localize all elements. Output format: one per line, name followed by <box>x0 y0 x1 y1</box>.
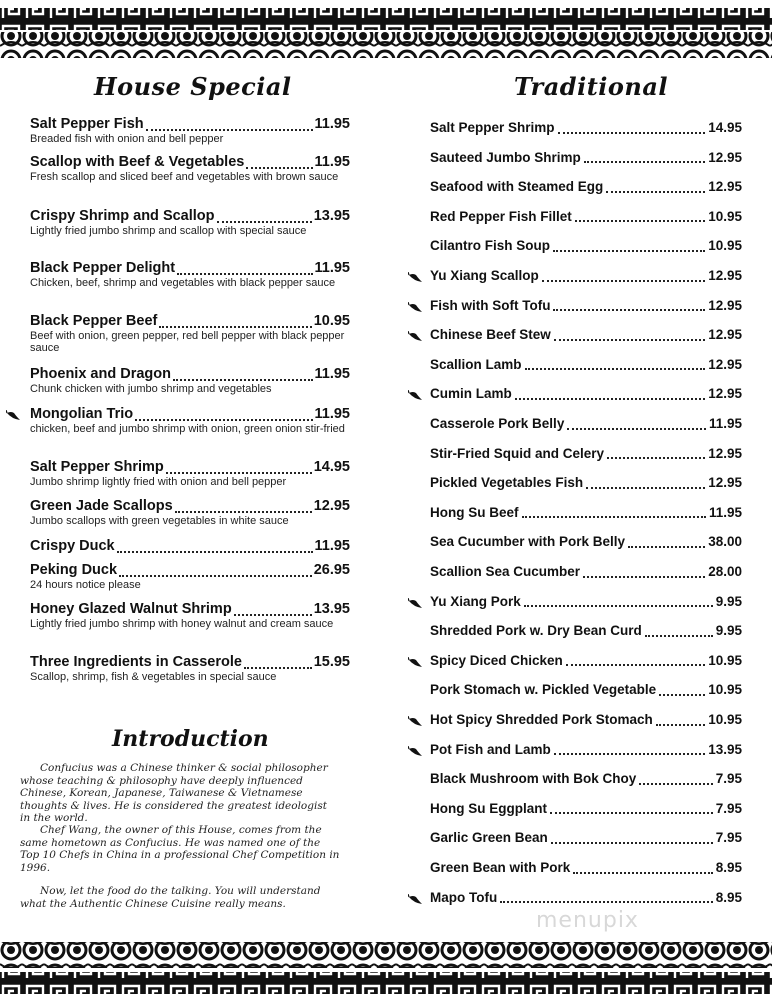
item-price: 7.95 <box>715 830 742 846</box>
item-price: 10.95 <box>708 208 742 224</box>
leader-dots <box>524 595 713 607</box>
item-name: Scallion Sea Cucumber <box>430 564 581 579</box>
item-price: 12.95 <box>313 498 350 514</box>
item-price: 10.95 <box>708 682 742 698</box>
item-name: Salt Pepper Fish <box>30 116 144 132</box>
item-name: Yu Xiang Scallop <box>430 268 539 283</box>
traditional-menu-item <box>430 682 742 697</box>
item-price: 11.95 <box>314 366 350 382</box>
traditional-menu-item <box>430 268 742 283</box>
menu-item <box>30 366 350 395</box>
item-name: Spicy Diced Chicken <box>430 652 563 668</box>
traditional-menu-item <box>430 830 742 845</box>
leader-dots <box>567 418 706 430</box>
item-description: 24 hours notice please <box>30 579 141 591</box>
leader-dots <box>500 891 712 903</box>
traditional-menu-item <box>430 742 742 757</box>
traditional-menu-item <box>430 209 742 224</box>
item-price: 12.95 <box>708 179 742 195</box>
item-name: Salt Pepper Shrimp <box>30 459 164 475</box>
traditional-menu-item <box>430 416 742 431</box>
item-name: Scallion Lamb <box>430 356 522 372</box>
leader-dots <box>575 210 705 222</box>
leader-dots <box>173 368 313 381</box>
bottom-decorative-border <box>0 938 772 1000</box>
item-name: Three Ingredients in Casserole <box>30 654 242 670</box>
menu-item <box>30 208 350 237</box>
traditional-menu-item <box>430 534 742 549</box>
item-price: 11.95 <box>314 154 350 170</box>
chili-pepper-icon <box>408 390 424 402</box>
introduction-paragraph: Now, let the food do the talking. You will understand what the Authentic Chinese Cuisine really means. <box>20 885 321 910</box>
chili-pepper-icon <box>408 272 424 284</box>
item-name: Green Bean with Pork <box>430 860 571 875</box>
traditional-menu-item <box>430 771 742 786</box>
introduction-paragraph: Confucius was a Chinese thinker & social philosopher whose teaching & philosophy have deeply influenced Chinese, Korean, Japanese, Taiwanese & Vietnamese thoughts & lives. He is considered the greatest ideologist in the world. <box>20 762 328 824</box>
leader-dots <box>550 802 713 814</box>
item-name: Sea Cucumber with Pork Belly <box>430 534 626 550</box>
menu-item <box>30 498 350 527</box>
item-name: Scallop with Beef & Vegetables <box>30 154 245 170</box>
item-price: 38.00 <box>708 534 742 550</box>
traditional-menu-item <box>430 446 742 461</box>
item-price: 12.95 <box>708 386 742 402</box>
item-price: 12.95 <box>708 149 742 165</box>
item-description: Breaded fish with onion and bell pepper <box>30 133 224 145</box>
traditional-menu-item <box>430 238 742 253</box>
item-name: Crispy Shrimp and Scallop <box>30 208 215 224</box>
traditional-menu-item <box>430 801 742 816</box>
watermark: menupix <box>536 908 639 933</box>
menu-item <box>30 654 350 683</box>
leader-dots <box>554 329 705 341</box>
leader-dots <box>166 461 312 474</box>
traditional-title: Traditional <box>514 72 669 101</box>
item-price: 10.95 <box>708 712 742 727</box>
leader-dots <box>119 564 312 577</box>
item-price: 10.95 <box>313 313 350 329</box>
traditional-menu-item <box>430 475 742 490</box>
item-name: Sauteed Jumbo Shrimp <box>430 149 581 165</box>
introduction-title: Introduction <box>112 726 269 752</box>
chili-pepper-icon <box>408 716 424 728</box>
item-name: Yu Xiang Pork <box>430 593 521 609</box>
item-name: Fish with Soft Tofu <box>430 297 551 313</box>
traditional-menu-item <box>430 179 742 194</box>
leader-dots <box>553 299 705 311</box>
menu-item <box>30 260 350 289</box>
item-price: 8.95 <box>715 860 742 875</box>
item-description: Fresh scallop and sliced beef and vegetables with brown sauce <box>30 171 339 183</box>
leader-dots <box>175 500 312 513</box>
traditional-menu-item <box>430 120 742 135</box>
item-name: Garlic Green Bean <box>430 830 548 846</box>
item-price: 11.95 <box>314 260 350 276</box>
leader-dots <box>606 181 705 193</box>
menu-item <box>30 601 350 630</box>
chili-pepper-icon <box>6 410 22 422</box>
item-price: 12.95 <box>708 327 742 343</box>
item-description: Jumbo scallops with green vegetables in white sauce <box>30 515 289 527</box>
leader-dots <box>217 210 312 223</box>
item-name: Shredded Pork w. Dry Bean Curd <box>430 623 642 639</box>
item-price: 11.95 <box>708 504 742 520</box>
item-price: 12.95 <box>708 475 742 491</box>
item-price: 9.95 <box>715 623 742 639</box>
item-name: Green Jade Scallops <box>30 498 173 514</box>
traditional-menu-item <box>430 860 742 875</box>
menu-item <box>30 562 350 591</box>
item-name: Mongolian Trio <box>30 406 134 422</box>
leader-dots <box>525 358 706 370</box>
leader-dots <box>246 156 312 169</box>
leader-dots <box>159 315 311 328</box>
leader-dots <box>645 625 713 637</box>
item-description: chicken, beef and jumbo shrimp with onion, green onion stir-fried <box>30 423 345 435</box>
item-price: 26.95 <box>313 562 350 578</box>
leader-dots <box>656 714 705 726</box>
item-name: Hot Spicy Shredded Pork Stomach <box>430 712 653 727</box>
item-price: 28.00 <box>708 564 742 579</box>
leader-dots <box>146 118 313 131</box>
traditional-menu-item <box>430 357 742 372</box>
item-price: 12.95 <box>708 356 742 372</box>
item-price: 8.95 <box>715 889 742 905</box>
item-price: 12.95 <box>708 297 742 313</box>
leader-dots <box>135 408 312 421</box>
leader-dots <box>117 540 313 553</box>
item-name: Red Pepper Fish Fillet <box>430 208 572 224</box>
chili-pepper-icon <box>408 331 424 343</box>
leader-dots <box>515 388 705 400</box>
item-name: Honey Glazed Walnut Shrimp <box>30 601 232 617</box>
traditional-menu-item <box>430 327 742 342</box>
menu-item <box>30 406 350 435</box>
traditional-menu-item <box>430 890 742 905</box>
leader-dots <box>573 862 712 874</box>
chili-pepper-icon <box>408 894 424 906</box>
item-name: Seafood with Steamed Egg <box>430 179 604 195</box>
chili-pepper-icon <box>408 657 424 669</box>
item-name: Black Mushroom with Bok Choy <box>430 771 637 787</box>
traditional-menu-item <box>430 653 742 668</box>
menu-item <box>30 116 350 145</box>
item-price: 9.95 <box>715 593 742 609</box>
top-decorative-border <box>0 0 772 62</box>
item-price: 7.95 <box>715 800 742 816</box>
leader-dots <box>584 151 705 163</box>
item-name: Cilantro Fish Soup <box>430 238 550 254</box>
item-name: Black Pepper Beef <box>30 313 158 329</box>
leader-dots <box>583 566 705 578</box>
item-name: Peking Duck <box>30 562 118 578</box>
traditional-menu-item <box>430 623 742 638</box>
leader-dots <box>522 506 706 518</box>
leader-dots <box>607 447 705 459</box>
item-name: Hong Su Eggplant <box>430 800 547 816</box>
item-name: Cumin Lamb <box>430 386 512 402</box>
menu-item <box>30 154 350 183</box>
item-name: Pickled Vegetables Fish <box>430 475 584 491</box>
item-price: 14.95 <box>708 120 742 135</box>
item-name: Black Pepper Delight <box>30 260 176 276</box>
traditional-menu-item <box>430 712 742 727</box>
menu-item <box>30 459 350 488</box>
item-price: 11.95 <box>314 116 350 132</box>
leader-dots <box>177 262 312 275</box>
item-price: 12.95 <box>708 268 742 283</box>
item-price: 13.95 <box>313 601 350 617</box>
traditional-menu-item <box>430 386 742 401</box>
item-description: Jumbo shrimp lightly fried with onion and bell pepper <box>30 476 287 488</box>
leader-dots <box>554 743 705 755</box>
item-price: 15.95 <box>313 654 350 670</box>
introduction-paragraph: Chef Wang, the owner of this House, comes from the same hometown as Confucius. He was named one of the Top 10 Chefs in China in a professional Chef Competition in 1996. <box>20 824 340 874</box>
item-description: Lightly fried jumbo shrimp with honey walnut and cream sauce <box>30 618 334 630</box>
item-description: Lightly fried jumbo shrimp and scallop with special sauce <box>30 225 307 237</box>
leader-dots <box>558 122 706 134</box>
chili-pepper-icon <box>408 302 424 314</box>
item-price: 13.95 <box>708 741 742 757</box>
leader-dots <box>542 270 705 282</box>
chili-pepper-icon <box>408 746 424 758</box>
leader-dots <box>234 603 312 616</box>
item-name: Chinese Beef Stew <box>430 327 551 343</box>
traditional-menu-item <box>430 298 742 313</box>
traditional-menu-item <box>430 150 742 165</box>
item-description: Chicken, beef, shrimp and vegetables with black pepper sauce <box>30 277 336 289</box>
item-name: Mapo Tofu <box>430 889 498 905</box>
leader-dots <box>553 240 705 252</box>
leader-dots <box>659 684 705 696</box>
traditional-menu-item <box>430 594 742 609</box>
item-price: 13.95 <box>313 208 350 224</box>
menu-item <box>30 538 350 554</box>
item-name: Phoenix and Dragon <box>30 366 171 382</box>
item-description: Chunk chicken with jumbo shrimp and vegetables <box>30 383 272 395</box>
leader-dots <box>566 654 705 666</box>
leader-dots <box>639 773 712 785</box>
item-price: 10.95 <box>708 652 742 668</box>
house-special-title: House Special <box>94 72 292 101</box>
item-price: 10.95 <box>708 238 742 254</box>
item-name: Stir-Fried Squid and Celery <box>430 445 605 461</box>
item-price: 11.95 <box>708 416 742 431</box>
menu-item <box>30 313 350 354</box>
item-name: Casserole Pork Belly <box>430 416 565 431</box>
traditional-menu-item <box>430 505 742 520</box>
traditional-menu-item <box>430 564 742 579</box>
item-price: 14.95 <box>313 459 350 475</box>
item-price: 12.95 <box>708 445 742 461</box>
item-description: Beef with onion, green pepper, red bell pepper with black pepper sauce <box>30 330 345 354</box>
leader-dots <box>586 477 705 489</box>
item-name: Pot Fish and Lamb <box>430 741 551 757</box>
item-description: Scallop, shrimp, fish & vegetables in special sauce <box>30 671 277 683</box>
item-name: Salt Pepper Shrimp <box>430 120 555 135</box>
item-price: 11.95 <box>314 538 350 554</box>
leader-dots <box>628 536 705 548</box>
item-name: Hong Su Beef <box>430 504 519 520</box>
leader-dots <box>244 656 312 669</box>
item-price: 7.95 <box>715 771 742 787</box>
item-price: 11.95 <box>314 406 350 422</box>
leader-dots <box>551 832 713 844</box>
chili-pepper-icon <box>408 598 424 610</box>
item-name: Crispy Duck <box>30 538 115 554</box>
item-name: Pork Stomach w. Pickled Vegetable <box>430 682 657 698</box>
